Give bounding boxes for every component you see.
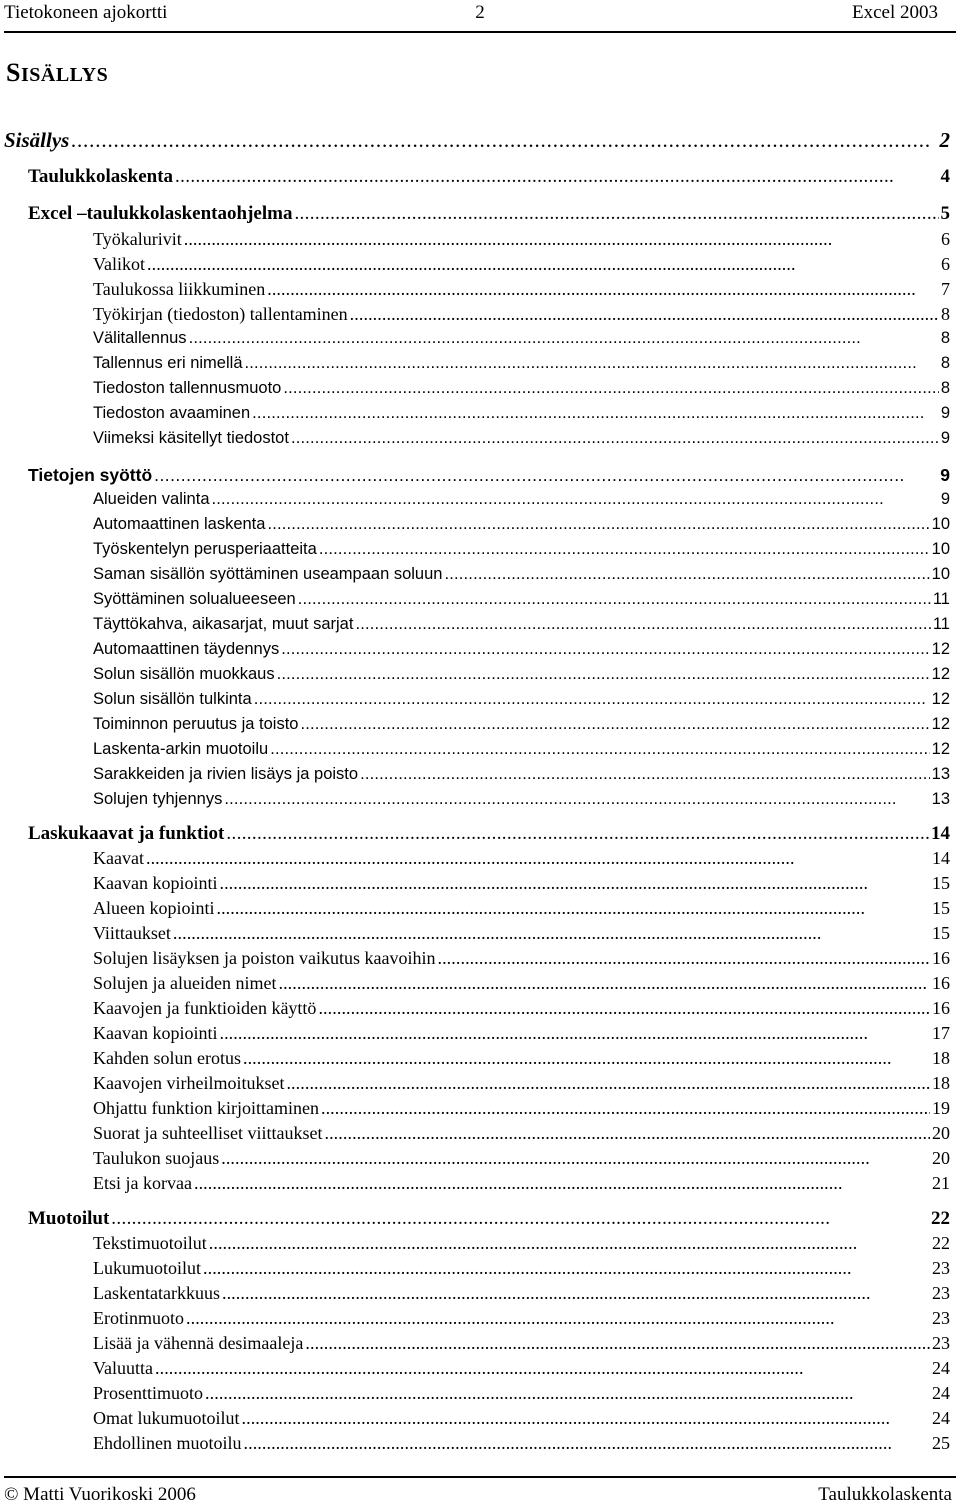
toc-entry-label: Tiedoston tallennusmuoto: [93, 379, 282, 397]
toc-entry-label: Työkalurivit: [93, 229, 182, 249]
toc-entry-label: Saman sisällön syöttäminen useampaan soluun: [93, 565, 443, 583]
toc-entry-page-number: 9: [940, 465, 950, 485]
header-app-name: Excel 2003: [851, 2, 938, 23]
toc-entry-page-number: 8: [940, 379, 950, 397]
toc-dot-leader: [205, 1383, 930, 1404]
toc-dot-leader: [221, 1148, 930, 1169]
page-title-rest: ISÄLLYS: [20, 64, 109, 86]
toc-dot-leader: [305, 1333, 930, 1354]
toc-entry-page-number: 12: [931, 640, 950, 658]
toc-entry-page-number: 10: [931, 515, 950, 533]
toc-entry-label: Laskenta-arkin muotoilu: [93, 740, 269, 758]
toc-entry[interactable]: [93, 948, 950, 972]
toc-dot-leader: [254, 690, 930, 709]
toc-entry-page-number: 13: [931, 765, 950, 783]
toc-entry-label: Ohjattu funktion kirjoittaminen: [93, 1098, 319, 1118]
page-footer: [0, 1484, 960, 1508]
toc-entry[interactable]: [93, 515, 950, 539]
toc-dot-leader: [209, 1233, 930, 1254]
toc-entry[interactable]: [28, 465, 950, 491]
toc-entry[interactable]: [93, 329, 950, 353]
toc-entry-label: Solujen tyhjennys: [93, 790, 223, 808]
toc-dot-leader: [281, 640, 929, 659]
toc-entry-label: Valuutta: [93, 1358, 153, 1378]
toc-dot-leader: [300, 715, 929, 734]
toc-dot-leader: [155, 1358, 930, 1379]
toc-dot-leader: [294, 203, 938, 225]
toc-entry-page-number: 4: [940, 166, 950, 187]
toc-dot-leader: [355, 615, 930, 634]
toc-dot-leader: [244, 1433, 931, 1454]
toc-entry-label: Alueen kopiointi: [93, 898, 215, 918]
toc-entry-label: Täyttökahva, aikasarjat, muut sarjat: [93, 615, 354, 633]
toc-entry-label: Solun sisällön tulkinta: [93, 690, 252, 708]
toc-dot-leader: [283, 379, 938, 398]
toc-entry-label: Kaavojen ja funktioiden käyttö: [93, 998, 317, 1018]
toc-entry-label: Taulukkolaskenta: [28, 166, 174, 187]
toc-entry[interactable]: [93, 973, 950, 997]
toc-dot-leader: [298, 590, 931, 609]
toc-entry-page-number: 18: [932, 1048, 950, 1068]
toc-entry[interactable]: [93, 379, 950, 403]
toc-entry-page-number: 23: [932, 1308, 950, 1328]
toc-dot-leader: [154, 465, 938, 486]
toc-entry[interactable]: [93, 1333, 950, 1357]
toc-dot-leader: [267, 515, 929, 534]
toc-entry[interactable]: [93, 898, 950, 922]
toc-entry-page-number: 24: [932, 1383, 950, 1403]
toc-entry-page-number: 11: [932, 615, 950, 633]
toc-entry[interactable]: [93, 765, 950, 789]
toc-entry-page-number: 12: [931, 665, 950, 683]
toc-entry-page-number: 2: [939, 128, 950, 152]
toc-entry-page-number: 9: [940, 490, 950, 508]
toc-dot-leader: [270, 740, 929, 759]
toc-entry[interactable]: [93, 998, 950, 1022]
toc-entry[interactable]: [93, 1123, 950, 1147]
toc-entry[interactable]: [93, 1073, 950, 1097]
toc-entry[interactable]: [4, 128, 950, 156]
toc-entry-page-number: 16: [932, 998, 950, 1018]
toc-entry-page-number: 9: [940, 404, 950, 422]
toc-entry[interactable]: [93, 923, 950, 947]
toc-entry[interactable]: [93, 1048, 950, 1072]
toc-entry[interactable]: [28, 1208, 950, 1234]
toc-dot-leader: [245, 354, 939, 373]
footer-copyright: © Matti Vuorikoski 2006: [4, 1484, 196, 1505]
toc-dot-leader: [224, 790, 929, 809]
toc-entry-label: Taulukossa liikkuminen: [93, 279, 266, 299]
toc-dot-leader: [350, 304, 939, 325]
toc-dot-leader: [147, 254, 939, 275]
toc-dot-leader: [226, 823, 929, 845]
toc-dot-leader: [189, 329, 939, 348]
toc-dot-leader: [278, 973, 930, 994]
header-doc-title: Tietokoneen ajokortti: [4, 2, 168, 23]
toc-entry-label: Prosenttimuoto: [93, 1383, 204, 1403]
toc-entry[interactable]: [93, 304, 950, 328]
toc-entry-label: Laskentatarkkuus: [93, 1283, 220, 1303]
toc-entry[interactable]: [93, 540, 950, 564]
toc-dot-leader: [203, 1258, 930, 1279]
toc-entry-page-number: 21: [932, 1173, 950, 1193]
toc-entry-page-number: 14: [931, 823, 950, 844]
toc-entry[interactable]: [93, 690, 950, 714]
toc-dot-leader: [277, 665, 930, 684]
toc-entry[interactable]: [93, 640, 950, 664]
footer-section-name: Taulukkolaskenta: [818, 1484, 952, 1505]
footer-divider: [4, 1476, 956, 1478]
toc-entry[interactable]: [93, 1433, 950, 1457]
toc-entry[interactable]: [93, 665, 950, 689]
toc-dot-leader: [242, 1408, 931, 1429]
toc-entry[interactable]: [93, 279, 950, 303]
toc-dot-leader: [267, 279, 939, 300]
toc-dot-leader: [219, 1023, 930, 1044]
toc-entry-label: Automaattinen laskenta: [93, 515, 266, 533]
toc-dot-leader: [243, 1048, 930, 1069]
toc-entry[interactable]: [93, 429, 950, 453]
toc-entry-page-number: 15: [932, 898, 950, 918]
toc-dot-leader: [360, 765, 930, 784]
toc-entry[interactable]: [28, 203, 950, 229]
toc-entry-label: Etsi ja korvaa: [93, 1173, 192, 1193]
toc-entry[interactable]: [93, 1358, 950, 1382]
toc-entry-label: Tekstimuotoilut: [93, 1233, 207, 1253]
toc-entry-label: Tallennus eri nimellä: [93, 354, 243, 372]
toc-entry[interactable]: [93, 1383, 950, 1407]
toc-entry-label: Kaavan kopiointi: [93, 873, 218, 893]
toc-entry[interactable]: [93, 590, 950, 614]
toc-entry-page-number: 6: [941, 254, 950, 274]
toc-entry[interactable]: [93, 715, 950, 739]
toc-dot-leader: [186, 1308, 930, 1329]
toc-entry[interactable]: [93, 848, 950, 872]
toc-dot-leader: [321, 1098, 930, 1119]
toc-dot-leader: [291, 429, 939, 448]
page-title-initial: S: [6, 58, 21, 87]
toc-entry[interactable]: [93, 740, 950, 764]
toc-dot-leader: [319, 540, 930, 559]
toc-entry-label: Solujen lisäyksen ja poiston vaikutus kaavoihin: [93, 948, 436, 968]
toc-entry-label: Kaavojen virheilmoitukset: [93, 1073, 285, 1093]
toc-entry-page-number: 22: [931, 1208, 950, 1229]
toc-entry-label: Solujen ja alueiden nimet: [93, 973, 277, 993]
toc-entry[interactable]: [93, 615, 950, 639]
toc-dot-leader: [184, 229, 939, 250]
toc-entry[interactable]: [93, 404, 950, 428]
toc-entry-page-number: 20: [932, 1123, 950, 1143]
toc-entry-label: Excel –taulukkolaskentaohjelma: [28, 203, 293, 224]
toc-entry-label: Muotoilut: [28, 1208, 110, 1229]
toc-entry[interactable]: [93, 1098, 950, 1122]
toc-entry-label: Solun sisällön muokkaus: [93, 665, 275, 683]
toc-dot-leader: [252, 404, 939, 423]
toc-entry-label: Työkirjan (tiedoston) tallentaminen: [93, 304, 348, 324]
toc-entry[interactable]: [93, 1283, 950, 1307]
toc-entry-page-number: 24: [932, 1358, 950, 1378]
toc-entry-page-number: 9: [940, 429, 950, 447]
toc-entry[interactable]: [93, 1408, 950, 1432]
toc-entry-page-number: 23: [932, 1258, 950, 1278]
toc-entry-page-number: 8: [940, 329, 950, 347]
toc-entry[interactable]: [93, 790, 950, 814]
toc-entry-page-number: 16: [932, 948, 950, 968]
toc-entry-page-number: 8: [940, 354, 950, 372]
toc-dot-leader: [216, 898, 930, 919]
toc-entry-label: Taulukon suojaus: [93, 1148, 220, 1168]
toc-entry-label: Sisällys: [4, 128, 70, 152]
toc-entry[interactable]: [93, 565, 950, 589]
toc-dot-leader: [173, 923, 930, 944]
toc-entry-page-number: 15: [932, 923, 950, 943]
toc-entry-page-number: 23: [932, 1283, 950, 1303]
toc-entry[interactable]: [93, 354, 950, 378]
toc-dot-leader: [444, 565, 929, 584]
toc-dot-leader: [437, 948, 930, 969]
toc-entry-page-number: 7: [941, 279, 950, 299]
toc-entry-page-number: 18: [932, 1073, 950, 1093]
toc-entry-page-number: 13: [931, 790, 950, 808]
toc-entry-page-number: 23: [932, 1333, 950, 1353]
toc-entry[interactable]: [93, 1233, 950, 1257]
toc-dot-leader: [111, 1208, 929, 1230]
toc-entry-page-number: 5: [940, 203, 950, 224]
toc-entry-label: Omat lukumuotoilut: [93, 1408, 240, 1428]
toc-entry-page-number: 10: [931, 565, 950, 583]
toc-dot-leader: [222, 1283, 930, 1304]
toc-entry-label: Tiedoston avaaminen: [93, 404, 251, 422]
toc-dot-leader: [318, 998, 930, 1019]
toc-entry-label: Toiminnon peruutus ja toisto: [93, 715, 299, 733]
toc-entry-page-number: 19: [932, 1098, 950, 1118]
toc-entry-page-number: 16: [932, 973, 950, 993]
toc-entry-label: Suorat ja suhteelliset viittaukset: [93, 1123, 323, 1143]
toc-entry-page-number: 6: [941, 229, 950, 249]
toc-dot-leader: [146, 848, 930, 869]
toc-dot-leader: [212, 490, 939, 509]
toc-entry-label: Laskukaavat ja funktiot: [28, 823, 225, 844]
toc-entry-page-number: 14: [932, 848, 950, 868]
toc-dot-leader: [194, 1173, 930, 1194]
toc-entry-page-number: 20: [932, 1148, 950, 1168]
toc-entry-label: Sarakkeiden ja rivien lisäys ja poisto: [93, 765, 359, 783]
toc-entry-page-number: 11: [932, 590, 950, 608]
toc-entry[interactable]: [28, 166, 950, 192]
toc-entry-label: Kahden solun erotus: [93, 1048, 241, 1068]
toc-entry-label: Kaavan kopiointi: [93, 1023, 218, 1043]
toc-entry-label: Ehdollinen muotoilu: [93, 1433, 242, 1453]
header-page-number: 2: [475, 2, 485, 23]
toc-entry-label: Lukumuotoilut: [93, 1258, 201, 1278]
toc-entry[interactable]: [93, 254, 950, 278]
toc-entry-label: Tietojen syöttö: [28, 465, 153, 485]
toc-entry-label: Automaattinen täydennys: [93, 640, 280, 658]
toc-entry-label: Alueiden valinta: [93, 490, 210, 508]
toc-entry[interactable]: [93, 1308, 950, 1332]
toc-entry-label: Viimeksi käsitellyt tiedostot: [93, 429, 289, 447]
toc-dot-leader: [286, 1073, 930, 1094]
toc-entry[interactable]: [93, 873, 950, 897]
toc-entry[interactable]: [93, 1023, 950, 1047]
toc-entry-label: Lisää ja vähennä desimaaleja: [93, 1333, 304, 1353]
toc-dot-leader: [175, 166, 938, 188]
toc-entry[interactable]: [28, 823, 950, 849]
toc-dot-leader: [324, 1123, 930, 1144]
toc-entry-label: Välitallennus: [93, 329, 187, 347]
toc-entry-page-number: 8: [941, 304, 950, 324]
toc-entry-page-number: 22: [932, 1233, 950, 1253]
toc-entry-label: Syöttäminen solualueeseen: [93, 590, 296, 608]
toc-entry[interactable]: [93, 229, 950, 253]
toc-entry[interactable]: [93, 490, 950, 514]
toc-entry-page-number: 12: [931, 690, 950, 708]
toc-entry-label: Erotinmuoto: [93, 1308, 184, 1328]
toc-dot-leader: [71, 128, 937, 153]
toc-entry-page-number: 12: [931, 715, 950, 733]
toc-entry-page-number: 12: [931, 740, 950, 758]
toc-entry[interactable]: [93, 1173, 950, 1197]
toc-entry-page-number: 10: [931, 540, 950, 558]
toc-entry-label: Valikot: [93, 254, 145, 274]
toc-entry-page-number: 24: [932, 1408, 950, 1428]
toc-entry-page-number: 15: [932, 873, 950, 893]
toc-dot-leader: [219, 873, 930, 894]
toc-entry-page-number: 25: [932, 1433, 950, 1453]
toc-entry-label: Kaavat: [93, 848, 144, 868]
toc-entry-label: Työskentelyn perusperiaatteita: [93, 540, 317, 558]
toc-entry[interactable]: [93, 1258, 950, 1282]
toc-entry-label: Viittaukset: [93, 923, 171, 943]
toc-entry[interactable]: [93, 1148, 950, 1172]
toc-entry-page-number: 17: [932, 1023, 950, 1043]
